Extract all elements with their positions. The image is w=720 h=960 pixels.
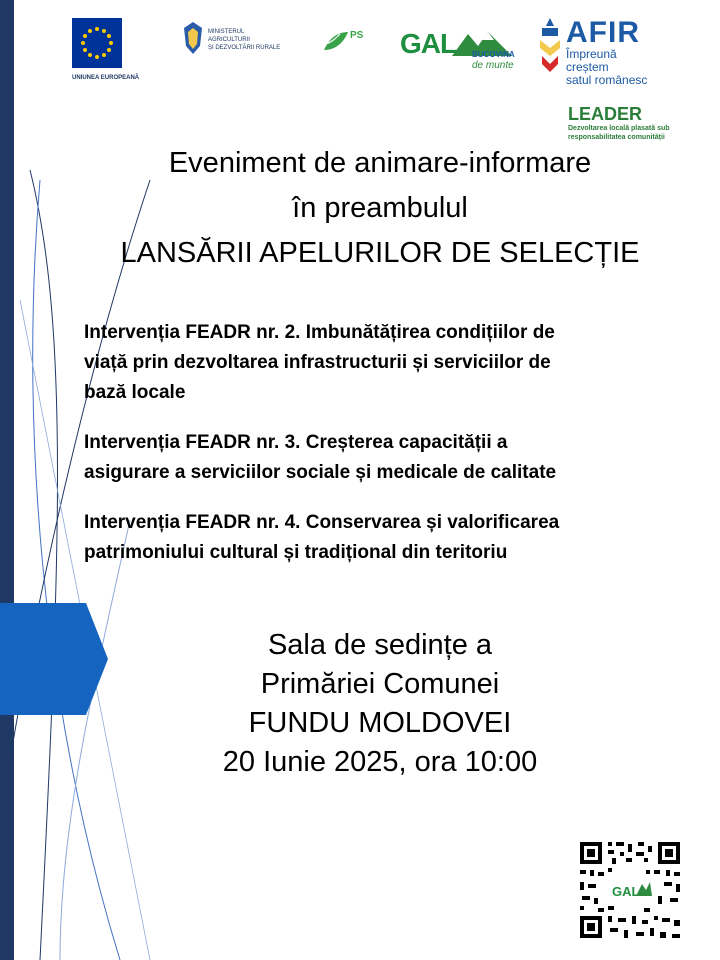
intervention-item	[84, 318, 674, 408]
afir-sub2: satul românesc	[566, 73, 648, 87]
gal-text: GAL	[400, 28, 457, 59]
eu-logo	[72, 18, 140, 81]
leaf-icon	[322, 28, 350, 54]
intervention-item	[84, 428, 674, 488]
gal-sub2: de munte	[472, 60, 514, 71]
gal-logo	[400, 28, 515, 78]
intervention-line: Intervenția FEADR nr. 4. Conservarea și valorificarea	[84, 512, 560, 533]
interventions-list	[84, 318, 674, 588]
location-line2: Primăriei Comunei	[260, 668, 500, 700]
location-line3: FUNDU MOLDOVEI	[248, 707, 512, 739]
intervention-line: bază locale	[84, 382, 186, 403]
intervention-line: patrimoniului cultural și tradițional din teritoriu	[84, 542, 508, 563]
headline-line2: în preambulul	[292, 192, 468, 224]
location-line1: Sala de sedințe a	[267, 629, 493, 661]
arrow-tab	[0, 603, 110, 715]
ps-label: PS	[350, 30, 364, 41]
intervention-item	[84, 508, 674, 568]
event-date-time: 20 Iunie 2025, ora 10:00	[222, 746, 538, 778]
afir-sub1: Împreună creștem	[566, 47, 617, 74]
eu-flag-icon	[72, 18, 122, 68]
logo-row	[0, 14, 720, 94]
leader-sub2: responsabilitatea comunității	[568, 134, 665, 141]
afir-title: AFIR	[566, 16, 640, 49]
ministry-line2: ȘI DEZVOLTĂRII RURALE	[208, 45, 281, 51]
afir-logo	[538, 18, 658, 87]
qr-logo-text: GAL	[612, 884, 640, 899]
headline-line1: Eveniment de animare-informare	[168, 147, 592, 179]
ministry-logo	[182, 20, 282, 56]
leader-sub1: Dezvoltarea locală plasată sub	[568, 125, 670, 132]
ps-logo	[322, 28, 378, 54]
headline-line3: LANSĂRII APELURILOR DE SELECȚIE	[120, 237, 640, 269]
intervention-line: viață prin dezvoltarea infrastructurii și serviciilor de	[84, 352, 551, 373]
qr-code-icon[interactable]	[578, 840, 682, 940]
intervention-line: asigurare a serviciilor sociale și medicale de calitate	[84, 462, 557, 483]
ministry-line1: MINISTERUL AGRICULTURII	[208, 29, 250, 43]
leader-title: LEADER	[568, 104, 643, 124]
leader-logo	[568, 104, 678, 142]
event-location	[100, 626, 660, 782]
intervention-line: Intervenția FEADR nr. 2. Imbunătățirea condițiilor de	[84, 322, 555, 343]
coat-of-arms-icon	[182, 20, 204, 56]
intervention-line: Intervenția FEADR nr. 3. Creșterea capacității a	[84, 432, 508, 453]
eu-caption: UNIUNEA EUROPEANĂ	[72, 75, 140, 81]
afir-emblem-icon	[538, 18, 562, 78]
gal-sub1: BUCOVINA	[472, 50, 515, 59]
